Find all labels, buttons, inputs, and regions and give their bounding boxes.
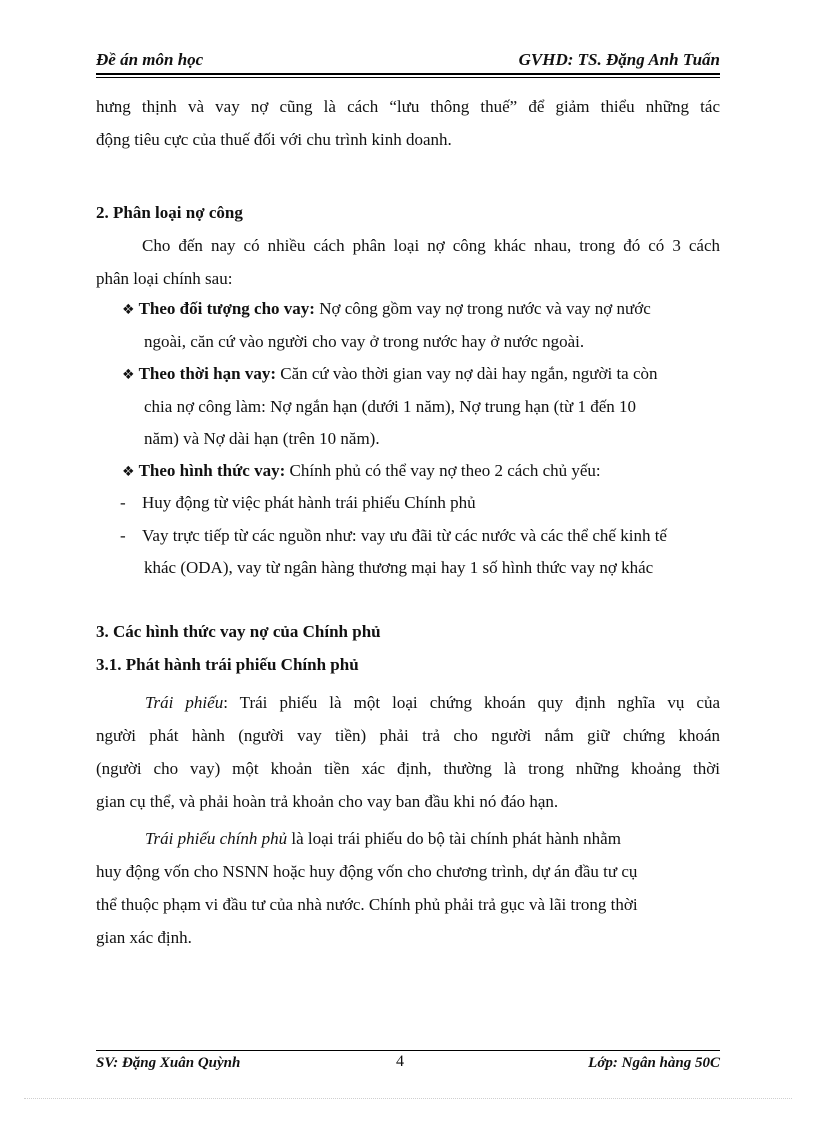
paragraph-line: Cho đến nay có nhiều cách phân loại nợ công khác nhau, trong đó có 3 cách <box>142 236 720 255</box>
paragraph-line <box>145 692 720 714</box>
header-divider-thin <box>96 77 720 78</box>
page-number: 4 <box>396 1053 404 1070</box>
paragraph-line <box>145 828 621 850</box>
footer-class: Lớp: Ngân hàng 50C <box>588 1055 720 1071</box>
bullet-label: Theo thời hạn vay: <box>138 364 276 383</box>
dash-item: Vay trực tiếp từ các nguồn như: vay ưu đãi từ các nước và các thể chế kinh tế <box>142 526 667 545</box>
paragraph-line: người phát hành (người vay tiền) phải trả cho người nắm giữ chứng khoán <box>96 726 720 745</box>
paragraph-line: thể thuộc phạm vi đầu tư của nhà nước. Chính phủ phải trả gục và lãi trong thời <box>96 895 638 914</box>
paragraph-line: huy động vốn cho NSNN hoặc huy động vốn cho chương trình, dự án đầu tư cụ <box>96 862 638 881</box>
paragraph-line: khác (ODA), vay từ ngân hàng thương mại hay 1 số hình thức vay nợ khác <box>144 558 654 577</box>
header-supervisor: GVHD: TS. Đặng Anh Tuấn <box>518 50 720 69</box>
diamond-bullet-icon: ❖ <box>122 302 135 318</box>
header-divider <box>96 73 720 75</box>
paragraph-line: ngoài, căn cứ vào người cho vay ở trong nước hay ở nước ngoài. <box>144 332 585 351</box>
subsection-heading: 3.1. Phát hành trái phiếu Chính phủ <box>96 655 359 674</box>
term-definition: : Trái phiếu là một loại chứng khoán quy định nghĩa vụ của <box>223 693 721 712</box>
paragraph-line: động tiêu cực của thuế đối với chu trình kinh doanh. <box>96 130 452 149</box>
term-definition: là loại trái phiếu do bộ tài chính phát hành nhằm <box>287 829 621 848</box>
bullet-text: Chính phủ có thể vay nợ theo 2 cách chủ yếu: <box>285 461 601 480</box>
paragraph-line: gian cụ thể, và phải hoàn trả khoản cho vay ban đầu khi nó đáo hạn. <box>96 792 559 811</box>
page-break-line <box>24 1098 792 1099</box>
dash-icon: - <box>120 493 126 512</box>
bullet-text: Nợ công gồm vay nợ trong nước và vay nợ nước <box>314 299 651 318</box>
paragraph-line: hưng thịnh và vay nợ cũng là cách “lưu thông thuế” để giảm thiểu những tác <box>96 97 720 116</box>
bullet-item <box>122 363 658 386</box>
paragraph-line: năm) và Nợ dài hạn (trên 10 năm). <box>144 429 380 448</box>
bullet-item <box>122 460 601 483</box>
bullet-text: Căn cứ vào thời gian vay nợ dài hay ngắn, người ta còn <box>275 364 658 383</box>
section-heading: 3. Các hình thức vay nợ của Chính phủ <box>96 622 381 641</box>
term: Trái phiếu chính phủ <box>145 829 288 848</box>
paragraph-line: chia nợ công làm: Nợ ngắn hạn (dưới 1 năm), Nợ trung hạn (từ 1 đến 10 <box>144 397 637 416</box>
bullet-label: Theo đối tượng cho vay: <box>138 299 315 318</box>
page-footer <box>96 1055 720 1077</box>
bullet-item <box>122 298 651 321</box>
paragraph-line: (người cho vay) một khoản tiền xác định, thường là trong những khoảng thời <box>96 759 720 778</box>
paragraph-line: gian xác định. <box>96 928 192 947</box>
dash-icon: - <box>120 526 126 545</box>
bullet-label: Theo hình thức vay: <box>138 461 286 480</box>
header-course-title: Đề án môn học <box>96 50 204 69</box>
paragraph-line: phân loại chính sau: <box>96 269 233 288</box>
dash-item: Huy động từ việc phát hành trái phiếu Chính phủ <box>142 493 476 512</box>
page-header <box>96 50 720 72</box>
footer-student: SV: Đặng Xuân Quỳnh <box>96 1055 241 1071</box>
footer-divider <box>96 1050 720 1051</box>
term: Trái phiếu <box>145 693 224 712</box>
diamond-bullet-icon: ❖ <box>122 464 135 480</box>
diamond-bullet-icon: ❖ <box>122 367 135 383</box>
section-heading: 2. Phân loại nợ công <box>96 203 243 222</box>
